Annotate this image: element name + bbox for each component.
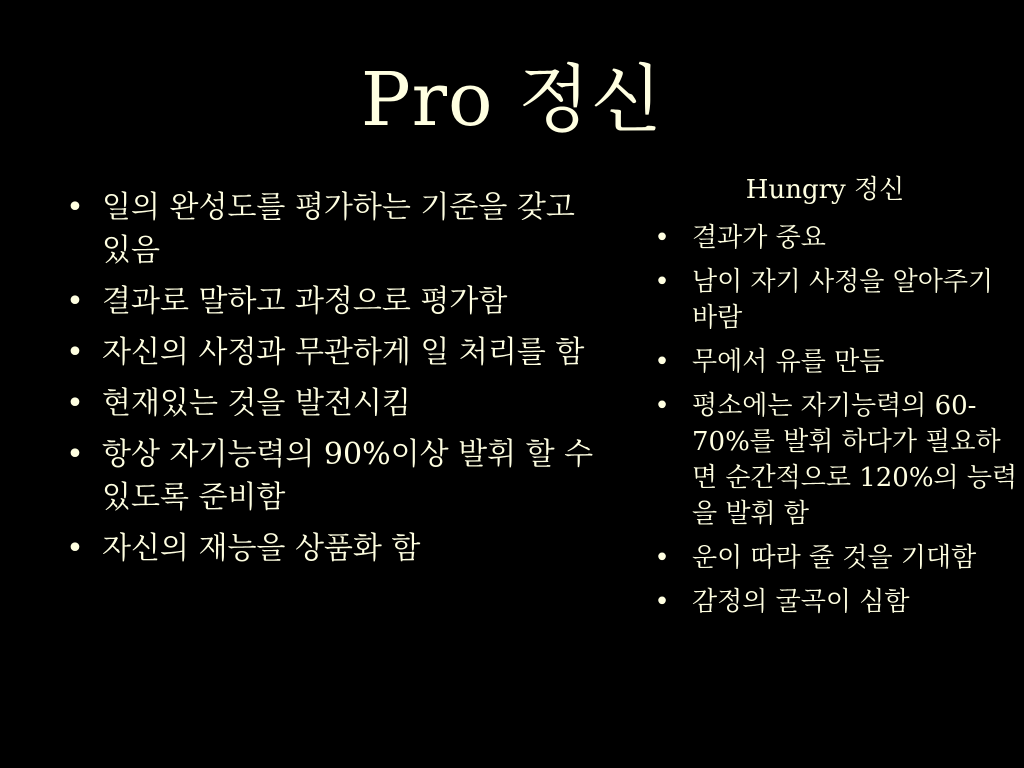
list-item — [60, 186, 600, 272]
bullet-icon: • — [654, 223, 670, 253]
list-item-text: 현재있는 것을 발전시킴 — [102, 386, 411, 421]
hungry-spirit-heading: Hungry 정신 — [745, 175, 905, 205]
list-item — [60, 433, 600, 519]
list-item-text: 결과가 중요 — [692, 223, 826, 253]
list-item — [650, 540, 1020, 576]
list-item-text: 일의 완성도를 평가하는 기준을 갖고있음 — [102, 190, 575, 268]
bullet-icon: • — [66, 284, 84, 319]
bullet-icon: • — [66, 386, 84, 421]
list-item — [650, 584, 1020, 620]
list-item-text: 남이 자기 사정을 알아주기 바람 — [692, 267, 994, 333]
list-item — [650, 388, 1020, 532]
list-item-text: 결과로 말하고 과정으로 평가함 — [102, 284, 508, 319]
list-item-text: 감정의 굴곡이 심함 — [692, 587, 910, 617]
list-item — [650, 264, 1020, 336]
bullet-icon: • — [654, 391, 670, 421]
bullet-icon: • — [654, 543, 670, 573]
pro-spirit-list — [60, 186, 600, 578]
list-item — [60, 382, 600, 425]
list-item — [60, 280, 600, 323]
list-item-text: 운이 따라 줄 것을 기대함 — [692, 543, 977, 573]
slide-title: Pro 정신 — [360, 57, 664, 143]
hungry-spirit-list — [650, 220, 1020, 628]
list-item-text: 자신의 재능을 상품화 함 — [102, 531, 421, 566]
list-item — [650, 344, 1020, 380]
bullet-icon: • — [654, 267, 670, 297]
list-item-text: 무에서 유를 만듬 — [692, 347, 885, 377]
list-item — [60, 527, 600, 570]
list-item-text: 평소에는 자기능력의 60-70%를 발휘 하다가 필요하면 순간적으로 120%의 능력을 발휘 함 — [692, 391, 1018, 529]
list-item-text: 항상 자기능력의 90%이상 발휘 할 수 있도록 준비함 — [102, 437, 594, 515]
bullet-icon: • — [654, 347, 670, 377]
bullet-icon: • — [66, 190, 84, 225]
bullet-icon: • — [66, 437, 84, 472]
bullet-icon: • — [654, 587, 670, 617]
list-item-text: 자신의 사정과 무관하게 일 처리를 함 — [102, 335, 585, 370]
bullet-icon: • — [66, 335, 84, 370]
bullet-icon: • — [66, 531, 84, 566]
list-item — [650, 220, 1020, 256]
list-item — [60, 331, 600, 374]
